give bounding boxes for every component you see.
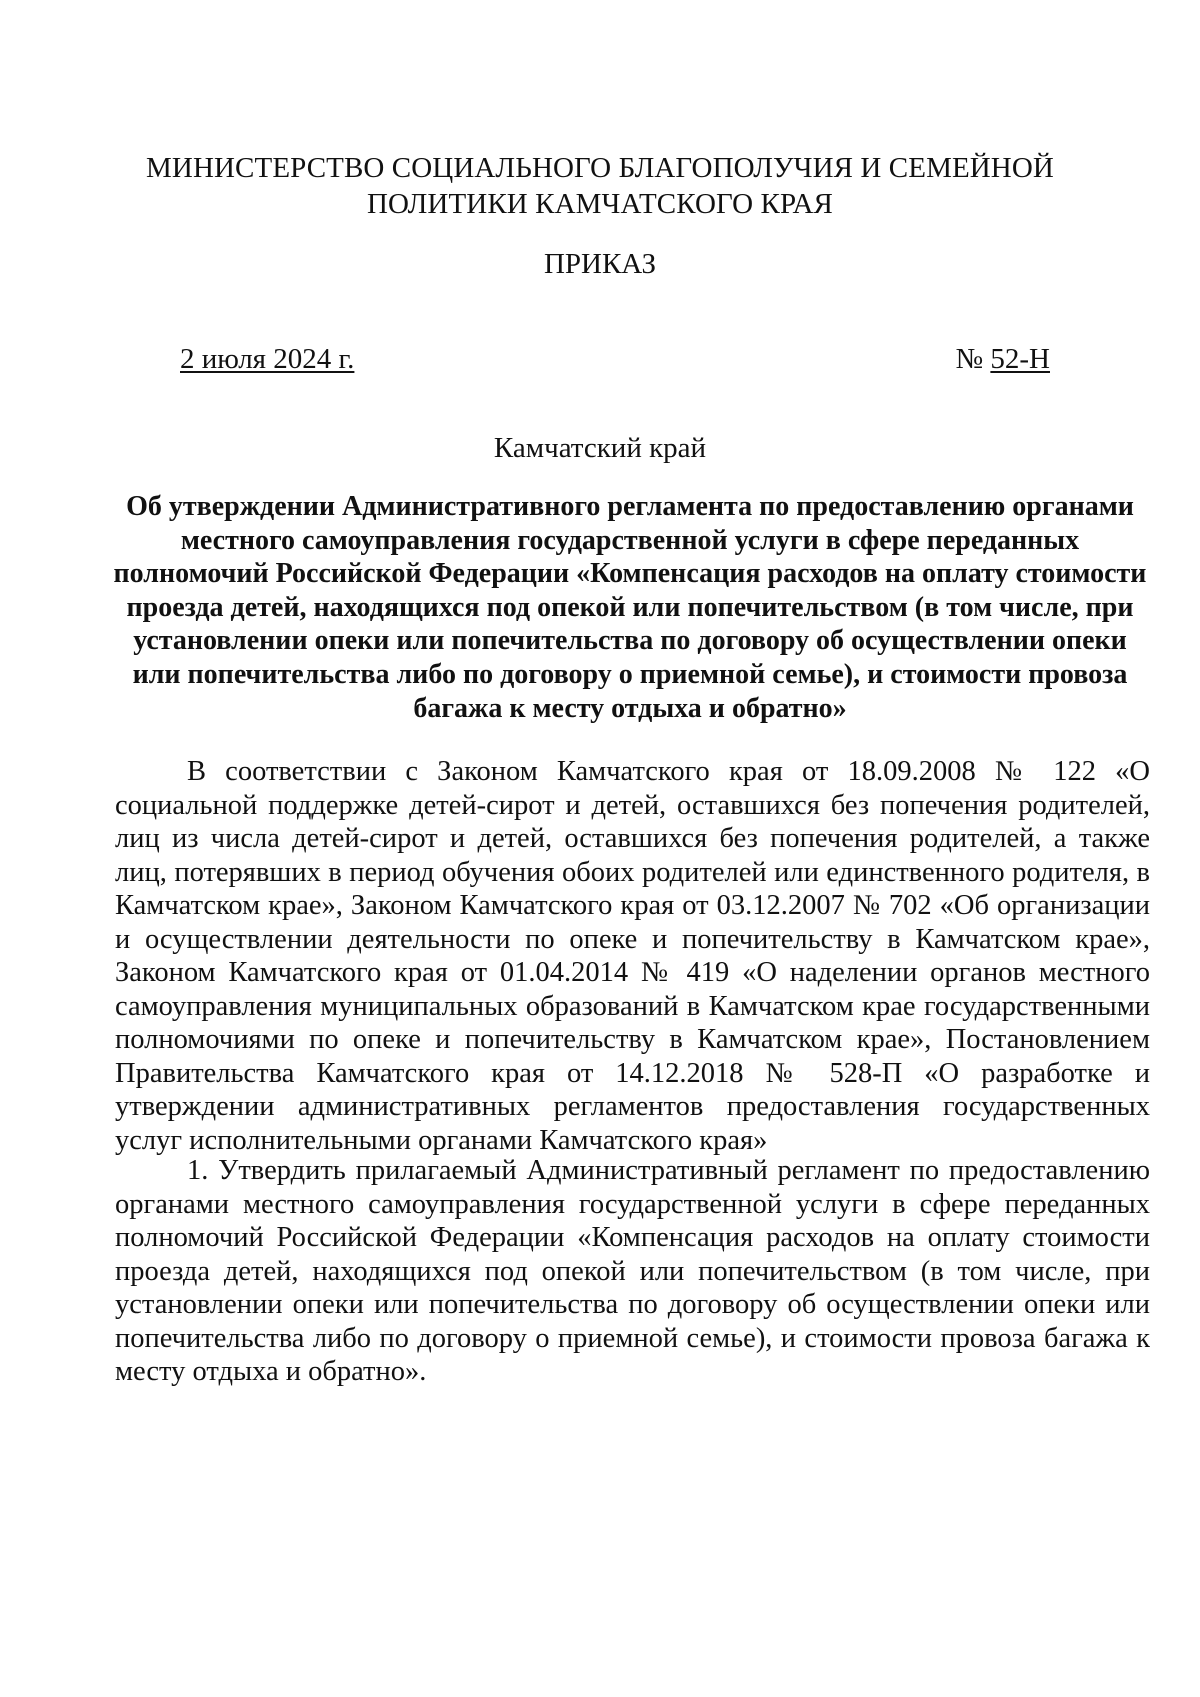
ministry-name (0, 150, 1200, 222)
order-date: 2 июля 2024 г. (180, 343, 355, 375)
place-of-issue: Камчатский край (493, 432, 707, 464)
order-number (955, 341, 1050, 377)
preamble-paragraph: В соответствии с Законом Камчатского края от 18.09.2008 № 122 «О социальной поддержке детей-сирот и детей, оставшихся без попечения родителей, лиц из числа детей-сирот и детей, оставшихся без попечения родителей, а также лиц, потерявших в период обучения обоих родителей или единственного родителя, в Камчатском крае», Законом Камчатского края от 03.12.2007 № 702 «Об организации и осуществлении деятельности по опеке и попечительству в Камчатском крае», Законом Камчатского края от 01.04.2014 № 419 «О наделении органов местного самоуправления муниципальных образований в Камчатском крае государственными полномочиями по опеке и попечительству в Камчатском крае», Постановлением Правительства Камчатского края от 14.12.2018 № 528-П «О разработке и утверждении административных регламентов предоставления государственных услуг исполнительными органами Камчатского края» (115, 756, 1150, 1156)
item-1-paragraph: 1. Утвердить прилагаемый Административный регламент по предоставлению органами местного самоуправления государственной услуги в сфере переданных полномочий Российской Федерации «Компенсация расходов на оплату стоимости проезда детей, находящихся под опекой или попечительством (в том числе, при установлении опеки или попечительства по договору об осуществлении опеки или попечительства либо по договору о приемной семье), и стоимости провоза багажа к месту отдыха и обратно». (115, 1155, 1150, 1387)
ministry-name-line2: ПОЛИТИКИ КАМЧАТСКОГО КРАЯ (367, 188, 833, 220)
ministry-name-line1: МИНИСТЕРСТВО СОЦИАЛЬНОГО БЛАГОПОЛУЧИЯ И СЕМЕЙНОЙ (146, 152, 1054, 184)
number-value: 52-Н (990, 343, 1050, 375)
document-type: ПРИКАЗ (543, 248, 657, 280)
number-sign: № (955, 343, 984, 375)
order-subject: Об утверждении Административного регламента по предоставлению органами местного самоуправления государственной услуги в сфере переданных полномочий Российской Федерации «Компенсация расходов на оплату стоимости проезда детей, находящихся под опекой или попечительством (в том числе, при установлении опеки или попечительства по договору об осуществлении опеки или попечительства либо по договору о приемной семье), и стоимости провоза багажа к месту отдыха и обратно» (113, 491, 1147, 724)
